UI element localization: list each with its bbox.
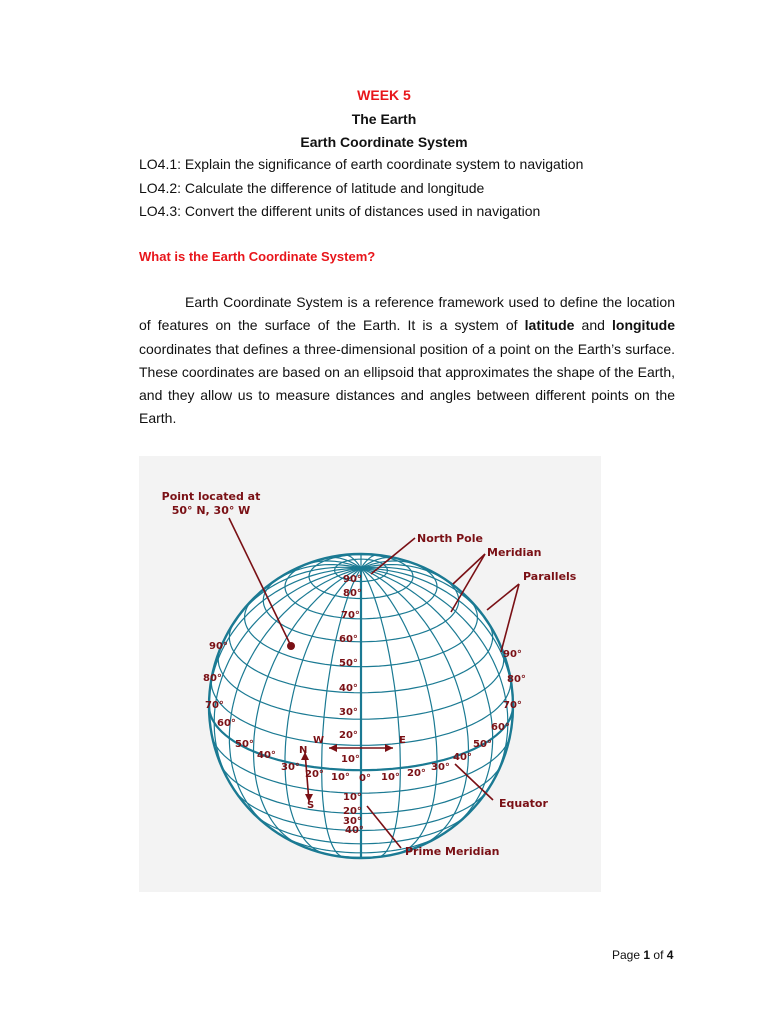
page-footer — [612, 948, 673, 962]
lon-label: 40° — [257, 750, 276, 761]
page-word: Page — [612, 948, 641, 962]
lat-label: 20° — [343, 806, 362, 817]
term-latitude: latitude — [524, 317, 575, 334]
para-text-1: Earth Coordinate System is a reference framework used to define the location of features on the surface of the Earth. It is a system of — [139, 294, 675, 334]
lon-label: 20° — [407, 768, 426, 779]
globe-diagram — [139, 456, 601, 892]
objective-2: LO4.2: Calculate the difference of latitude and longitude — [139, 180, 485, 196]
lon-label: 0° — [359, 773, 371, 784]
north-dir-label: N — [299, 745, 308, 756]
meridian-label: Meridian — [487, 546, 542, 559]
lat-label: 80° — [343, 588, 362, 599]
page-total: 4 — [666, 948, 674, 962]
lat-label: 50° — [339, 658, 358, 669]
objective-3: LO4.3: Convert the different units of distances used in navigation — [139, 203, 541, 219]
intro-paragraph — [139, 291, 675, 431]
lon-label: 30° — [431, 762, 450, 773]
lon-label: 30° — [281, 762, 300, 773]
lon-label: 80° — [203, 673, 222, 684]
lat-label: 70° — [341, 610, 360, 621]
north-pole-label: North Pole — [417, 532, 483, 545]
lon-label: 60° — [217, 718, 236, 729]
south-dir-label: S — [307, 800, 315, 811]
lat-label: 90° — [343, 574, 362, 585]
equator-label: Equator — [499, 797, 548, 810]
lon-label: 90° — [503, 649, 522, 660]
south-latitude-labels — [343, 792, 364, 836]
lon-label: 40° — [453, 752, 472, 763]
lon-label: 50° — [473, 739, 492, 750]
east-label: E — [399, 735, 406, 746]
lon-label: 70° — [503, 700, 522, 711]
page-subtitle: Earth Coordinate System — [300, 134, 468, 150]
point-marker — [287, 642, 295, 650]
point-label-line1: Point located at — [161, 490, 261, 503]
objective-1: LO4.1: Explain the significance of earth coordinate system to navigation — [139, 156, 584, 172]
page-title: The Earth — [351, 111, 417, 127]
lon-label: 80° — [507, 674, 526, 685]
lat-label: 20° — [339, 730, 358, 741]
para-text-and: and — [574, 317, 613, 334]
globe-figure — [139, 456, 601, 892]
section-heading: What is the Earth Coordinate System? — [139, 249, 376, 264]
parallels-leader-2 — [501, 584, 519, 652]
lon-label: 90° — [209, 641, 228, 652]
lon-label: 10° — [381, 772, 400, 783]
lon-label: 10° — [331, 772, 350, 783]
lat-label: 60° — [339, 634, 358, 645]
west-label: W — [313, 735, 325, 746]
lat-label: 10° — [343, 792, 362, 803]
parallels-label: Parallels — [523, 570, 577, 583]
page-number: 1 — [643, 948, 651, 962]
meridian-leader-1 — [453, 554, 485, 584]
lon-label: 60° — [491, 722, 510, 733]
week-label: WEEK 5 — [357, 87, 411, 103]
term-longitude: longitude — [612, 317, 676, 334]
lon-label: 20° — [305, 769, 324, 780]
prime-meridian-label: Prime Meridian — [405, 845, 500, 858]
lat-label: 40° — [339, 683, 358, 694]
lat-label: 30° — [343, 816, 362, 827]
point-label-line2: 50° N, 30° W — [171, 504, 251, 517]
lon-label: 70° — [205, 700, 224, 711]
of-word: of — [653, 948, 664, 962]
lon-label: 50° — [235, 739, 254, 750]
lat-label: 30° — [339, 707, 358, 718]
lat-label: 40° — [345, 825, 364, 836]
parallels-leader-1 — [487, 584, 519, 610]
para-text-2: coordinates that defines a three-dimensional position of a point on the Earth’s surface. These coordinates are based on an ellipsoid that approximates the shape of the Earth, and they allow us to measure distances and angles between different points on the Earth. — [139, 340, 675, 427]
lat-label: 10° — [341, 754, 360, 765]
